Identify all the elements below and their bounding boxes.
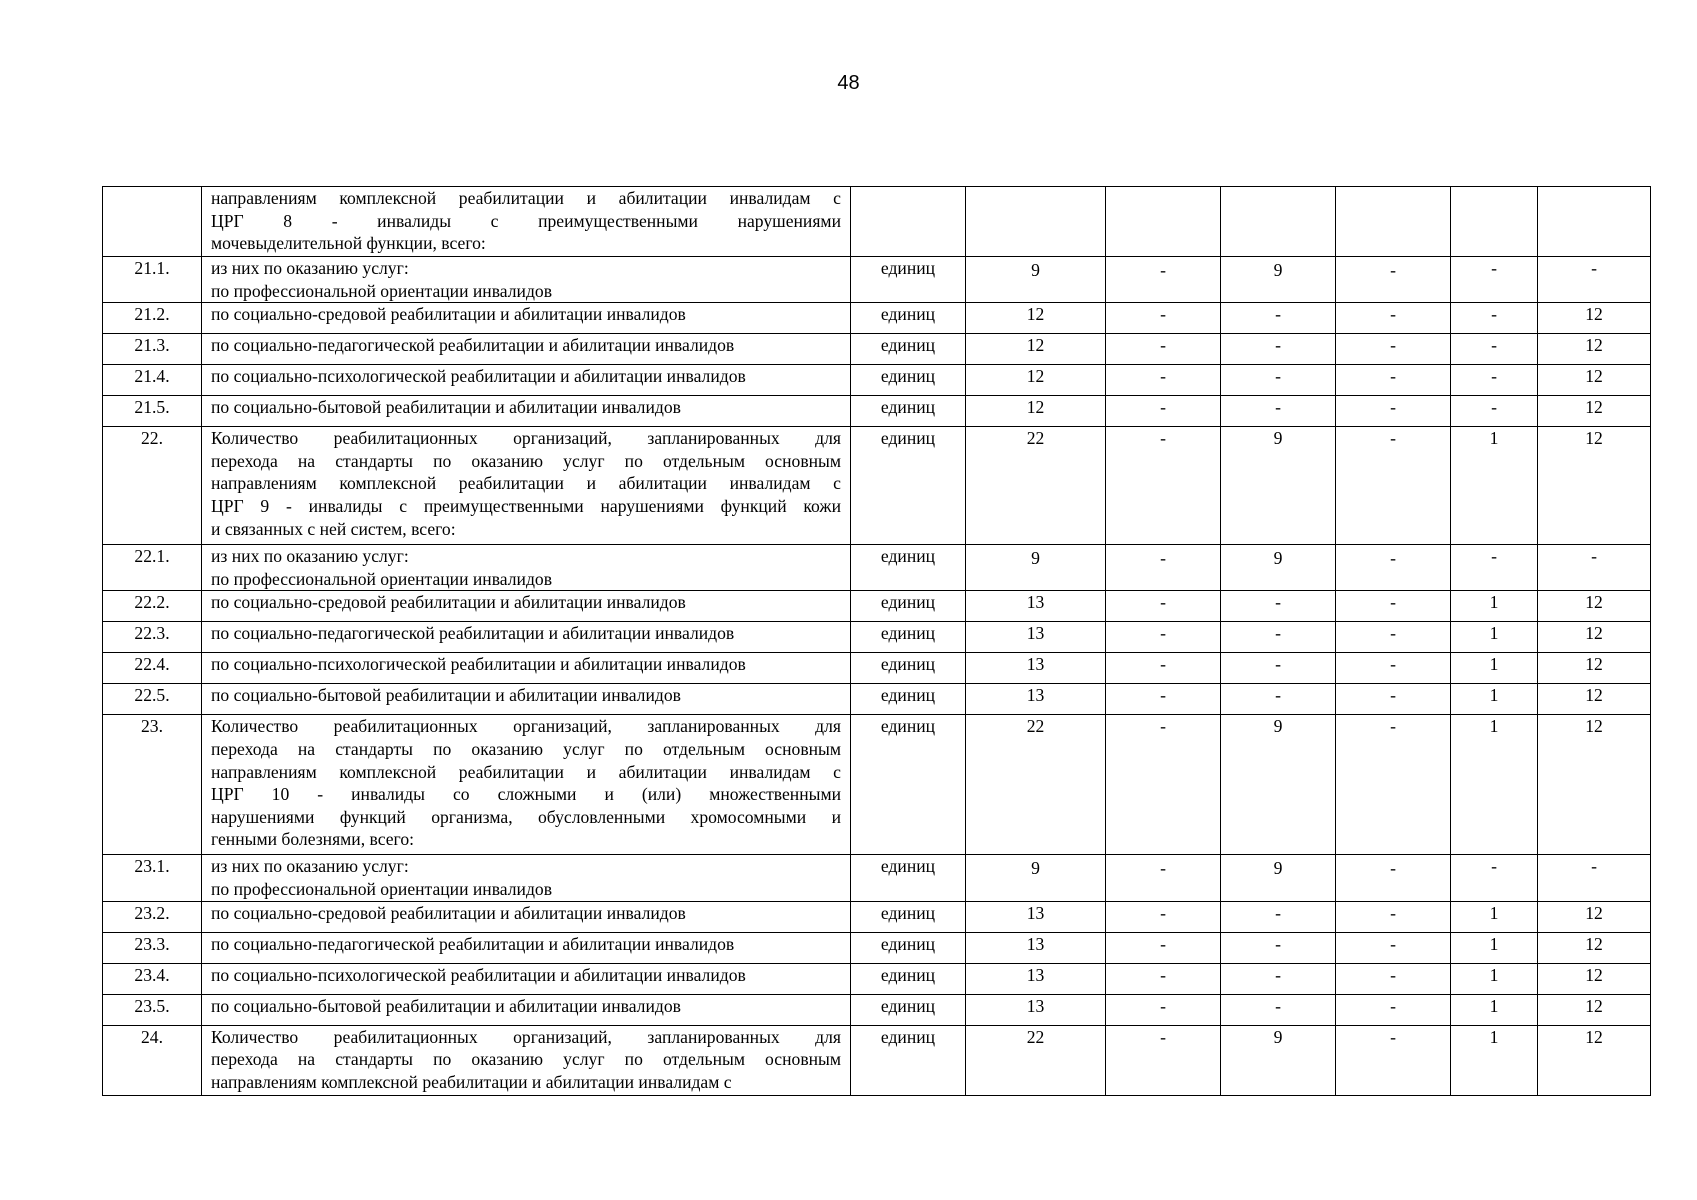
value-cell: - — [1106, 622, 1221, 653]
value-cell: 1 — [1451, 591, 1538, 622]
description-line: по социально-педагогической реабилитации и абилитации инвалидов — [211, 933, 735, 954]
value-cell: - — [1336, 963, 1451, 994]
row-unit: единиц — [851, 901, 966, 932]
row-number — [103, 187, 202, 257]
value-cell: - — [1221, 303, 1336, 334]
value-cell: 13 — [966, 591, 1106, 622]
value-cell: - — [1221, 622, 1336, 653]
table-row — [103, 622, 1651, 653]
value-cell — [1106, 187, 1221, 257]
row-description — [202, 653, 851, 684]
table-row — [103, 187, 1651, 257]
value-cell: 12 — [1538, 1025, 1651, 1095]
row-unit: единиц — [851, 334, 966, 365]
row-unit: единиц — [851, 591, 966, 622]
row-number: 24. — [103, 1025, 202, 1095]
value-cell: - — [1106, 1025, 1221, 1095]
value-cell: 12 — [966, 334, 1106, 365]
row-description — [202, 257, 851, 303]
description-line: по социально-средовой реабилитации и абилитации инвалидов — [211, 304, 686, 325]
description-line: по социально-психологической реабилитации и абилитации инвалидов — [211, 366, 746, 387]
row-description — [202, 591, 851, 622]
value-cell: 13 — [966, 684, 1106, 715]
value-cell: 1 — [1451, 963, 1538, 994]
row-number: 23.1. — [103, 855, 202, 901]
description-line: перехода на стандарты по оказанию услуг по отдельным основным — [211, 738, 841, 759]
description-line: по социально-педагогической реабилитации и абилитации инвалидов — [211, 623, 735, 644]
table-row — [103, 303, 1651, 334]
description-line: ЦРГ 10 - инвалиды со сложными и (или) множественными — [211, 784, 841, 805]
value-cell: - — [1451, 396, 1538, 427]
value-cell: 12 — [1538, 303, 1651, 334]
row-number: 21.5. — [103, 396, 202, 427]
description-line: по социально-средовой реабилитации и абилитации инвалидов — [211, 592, 686, 613]
value-cell: 1 — [1451, 1025, 1538, 1095]
description-line: Количество реабилитационных организаций, запланированных для — [211, 428, 841, 449]
value-cell: 22 — [966, 427, 1106, 545]
table-row — [103, 545, 1651, 591]
description-line: из них по оказанию услуг: — [211, 258, 409, 278]
table-row — [103, 994, 1651, 1025]
value-cell: - — [1451, 334, 1538, 365]
description-line: направлениям комплексной реабилитации и абилитации инвалидам с — [211, 473, 841, 494]
row-number: 22. — [103, 427, 202, 545]
value-cell — [1538, 187, 1651, 257]
row-unit: единиц — [851, 622, 966, 653]
table-row — [103, 932, 1651, 963]
description-line: по социально-педагогической реабилитации и абилитации инвалидов — [211, 335, 735, 356]
row-number: 22.5. — [103, 684, 202, 715]
value-cell: 12 — [1538, 622, 1651, 653]
row-number: 22.3. — [103, 622, 202, 653]
description-line: направлениям комплексной реабилитации и абилитации инвалидам с — [211, 761, 841, 782]
row-unit: единиц — [851, 994, 966, 1025]
row-number: 23.3. — [103, 932, 202, 963]
value-cell: 9 — [1221, 715, 1336, 855]
value-cell: 12 — [1538, 684, 1651, 715]
value-cell: 9 — [1221, 257, 1336, 303]
description-line: по социально-средовой реабилитации и абилитации инвалидов — [211, 902, 686, 923]
description-line: по профессиональной ориентации инвалидов — [211, 568, 553, 589]
row-unit: единиц — [851, 932, 966, 963]
value-cell: 1 — [1451, 994, 1538, 1025]
value-cell: - — [1221, 684, 1336, 715]
description-line: ЦРГ 8 - инвалиды с преимущественными нарушениями — [211, 210, 841, 231]
value-cell: 1 — [1451, 684, 1538, 715]
table-body — [103, 187, 1651, 1096]
value-cell: 13 — [966, 901, 1106, 932]
description-line: ЦРГ 9 - инвалиды с преимущественными нарушениями функций кожи — [211, 495, 841, 516]
value-cell: 1 — [1451, 427, 1538, 545]
value-cell: - — [1336, 994, 1451, 1025]
description-line: генными болезнями, всего: — [211, 829, 415, 850]
value-cell: 9 — [1221, 855, 1336, 901]
description-line: из них по оказанию услуг: — [211, 856, 409, 877]
value-cell: 12 — [1538, 653, 1651, 684]
value-cell: - — [1451, 855, 1538, 901]
value-cell: 12 — [1538, 932, 1651, 963]
value-cell — [1221, 187, 1336, 257]
table-row — [103, 396, 1651, 427]
value-cell: 12 — [1538, 334, 1651, 365]
description-line: по социально-бытовой реабилитации и абилитации инвалидов — [211, 995, 681, 1016]
row-description — [202, 427, 851, 545]
value-cell: - — [1106, 427, 1221, 545]
value-cell: 22 — [966, 715, 1106, 855]
value-cell: - — [1538, 257, 1651, 303]
value-cell: - — [1451, 545, 1538, 591]
value-cell: - — [1336, 1025, 1451, 1095]
row-number: 22.4. — [103, 653, 202, 684]
row-number: 23.5. — [103, 994, 202, 1025]
value-cell — [966, 187, 1106, 257]
value-cell: - — [1106, 257, 1221, 303]
row-description — [202, 365, 851, 396]
value-cell: - — [1106, 901, 1221, 932]
table-row — [103, 1025, 1651, 1095]
row-unit: единиц — [851, 365, 966, 396]
row-unit: единиц — [851, 257, 966, 303]
row-description — [202, 715, 851, 855]
row-unit: единиц — [851, 427, 966, 545]
description-line: перехода на стандарты по оказанию услуг по отдельным основным — [211, 450, 841, 471]
table-row — [103, 427, 1651, 545]
row-unit: единиц — [851, 1025, 966, 1095]
description-line: и связанных с ней систем, всего: — [211, 518, 456, 539]
row-number: 22.1. — [103, 545, 202, 591]
value-cell: - — [1336, 932, 1451, 963]
description-line: по социально-психологической реабилитации и абилитации инвалидов — [211, 654, 746, 675]
row-description — [202, 1025, 851, 1095]
value-cell: 12 — [1538, 901, 1651, 932]
table-row — [103, 901, 1651, 932]
row-number: 21.2. — [103, 303, 202, 334]
value-cell: - — [1106, 994, 1221, 1025]
row-description — [202, 303, 851, 334]
value-cell: 9 — [1221, 1025, 1336, 1095]
value-cell: - — [1538, 855, 1651, 901]
description-line: по профессиональной ориентации инвалидов — [211, 878, 553, 899]
value-cell: - — [1106, 684, 1221, 715]
value-cell — [1336, 187, 1451, 257]
value-cell: 12 — [1538, 591, 1651, 622]
row-description — [202, 684, 851, 715]
row-number: 21.3. — [103, 334, 202, 365]
value-cell: 12 — [1538, 396, 1651, 427]
value-cell: - — [1336, 257, 1451, 303]
row-unit — [851, 187, 966, 257]
row-number: 21.1. — [103, 257, 202, 303]
row-description — [202, 855, 851, 901]
value-cell: - — [1336, 545, 1451, 591]
description-line: из них по оказанию услуг: — [211, 546, 409, 567]
description-line: по социально-бытовой реабилитации и абилитации инвалидов — [211, 685, 681, 706]
table-row — [103, 257, 1651, 303]
value-cell: 12 — [1538, 427, 1651, 545]
value-cell: - — [1106, 591, 1221, 622]
row-unit: единиц — [851, 963, 966, 994]
value-cell: - — [1106, 932, 1221, 963]
value-cell: 9 — [966, 257, 1106, 303]
value-cell: 1 — [1451, 932, 1538, 963]
value-cell: 12 — [1538, 963, 1651, 994]
value-cell: - — [1221, 963, 1336, 994]
description-line: по профессиональной ориентации инвалидов — [211, 280, 553, 301]
value-cell: - — [1106, 396, 1221, 427]
row-number: 23. — [103, 715, 202, 855]
value-cell: 13 — [966, 932, 1106, 963]
value-cell: 12 — [1538, 994, 1651, 1025]
value-cell: - — [1106, 715, 1221, 855]
row-number: 22.2. — [103, 591, 202, 622]
value-cell: - — [1336, 901, 1451, 932]
value-cell: - — [1336, 653, 1451, 684]
value-cell: - — [1451, 365, 1538, 396]
description-line: по социально-бытовой реабилитации и абилитации инвалидов — [211, 397, 681, 418]
value-cell: - — [1336, 365, 1451, 396]
page-number: 48 — [837, 72, 860, 94]
row-unit: единиц — [851, 303, 966, 334]
description-line: направлениям комплексной реабилитации и абилитации инвалидам с — [211, 188, 841, 208]
value-cell: 13 — [966, 963, 1106, 994]
row-number: 23.2. — [103, 901, 202, 932]
row-description — [202, 545, 851, 591]
value-cell: 9 — [966, 545, 1106, 591]
value-cell: - — [1336, 591, 1451, 622]
indicators-table — [102, 186, 1651, 1096]
value-cell: - — [1106, 545, 1221, 591]
row-unit: единиц — [851, 653, 966, 684]
row-unit: единиц — [851, 855, 966, 901]
row-description — [202, 994, 851, 1025]
row-unit: единиц — [851, 715, 966, 855]
value-cell: - — [1221, 591, 1336, 622]
value-cell: - — [1221, 365, 1336, 396]
table-row — [103, 715, 1651, 855]
table-row — [103, 963, 1651, 994]
value-cell: 9 — [966, 855, 1106, 901]
table-row — [103, 855, 1651, 901]
value-cell: - — [1221, 396, 1336, 427]
value-cell: 12 — [1538, 365, 1651, 396]
row-description — [202, 187, 851, 257]
value-cell: 9 — [1221, 427, 1336, 545]
value-cell: - — [1336, 622, 1451, 653]
value-cell: 13 — [966, 653, 1106, 684]
value-cell: 1 — [1451, 715, 1538, 855]
row-description — [202, 963, 851, 994]
value-cell: - — [1106, 855, 1221, 901]
table-row — [103, 334, 1651, 365]
value-cell: 22 — [966, 1025, 1106, 1095]
row-number: 21.4. — [103, 365, 202, 396]
row-description — [202, 334, 851, 365]
value-cell: - — [1336, 684, 1451, 715]
row-description — [202, 932, 851, 963]
value-cell: - — [1221, 901, 1336, 932]
value-cell: - — [1336, 303, 1451, 334]
table-row — [103, 591, 1651, 622]
description-line: направлениям комплексной реабилитации и абилитации инвалидам с — [211, 1071, 732, 1092]
value-cell: 12 — [1538, 715, 1651, 855]
value-cell: - — [1336, 396, 1451, 427]
value-cell: 12 — [966, 396, 1106, 427]
value-cell: 1 — [1451, 653, 1538, 684]
value-cell: 1 — [1451, 622, 1538, 653]
value-cell: 12 — [966, 303, 1106, 334]
value-cell: - — [1106, 653, 1221, 684]
value-cell: - — [1451, 303, 1538, 334]
description-line: по социально-психологической реабилитации и абилитации инвалидов — [211, 964, 746, 985]
description-line: Количество реабилитационных организаций, запланированных для — [211, 1026, 841, 1047]
value-cell: - — [1336, 855, 1451, 901]
row-unit: единиц — [851, 684, 966, 715]
row-unit: единиц — [851, 396, 966, 427]
row-unit: единиц — [851, 545, 966, 591]
value-cell: - — [1538, 545, 1651, 591]
value-cell: 13 — [966, 622, 1106, 653]
value-cell: - — [1221, 994, 1336, 1025]
value-cell: 1 — [1451, 901, 1538, 932]
description-line: перехода на стандарты по оказанию услуг по отдельным основным — [211, 1049, 841, 1070]
value-cell: - — [1106, 963, 1221, 994]
value-cell: - — [1106, 303, 1221, 334]
table-row — [103, 653, 1651, 684]
value-cell: - — [1221, 653, 1336, 684]
value-cell: 13 — [966, 994, 1106, 1025]
value-cell: 9 — [1221, 545, 1336, 591]
value-cell: 12 — [966, 365, 1106, 396]
table-row — [103, 684, 1651, 715]
row-description — [202, 622, 851, 653]
description-line: нарушениями функций организма, обусловленными хромосомными и — [211, 806, 841, 827]
value-cell: - — [1221, 932, 1336, 963]
description-line: мочевыделительной функции, всего: — [211, 233, 486, 254]
table-row — [103, 365, 1651, 396]
value-cell: - — [1336, 427, 1451, 545]
value-cell: - — [1221, 334, 1336, 365]
value-cell — [1451, 187, 1538, 257]
row-number: 23.4. — [103, 963, 202, 994]
value-cell: - — [1106, 334, 1221, 365]
description-line: Количество реабилитационных организаций, запланированных для — [211, 716, 841, 737]
row-description — [202, 396, 851, 427]
value-cell: - — [1336, 334, 1451, 365]
value-cell: - — [1106, 365, 1221, 396]
row-description — [202, 901, 851, 932]
value-cell: - — [1336, 715, 1451, 855]
value-cell: - — [1451, 257, 1538, 303]
